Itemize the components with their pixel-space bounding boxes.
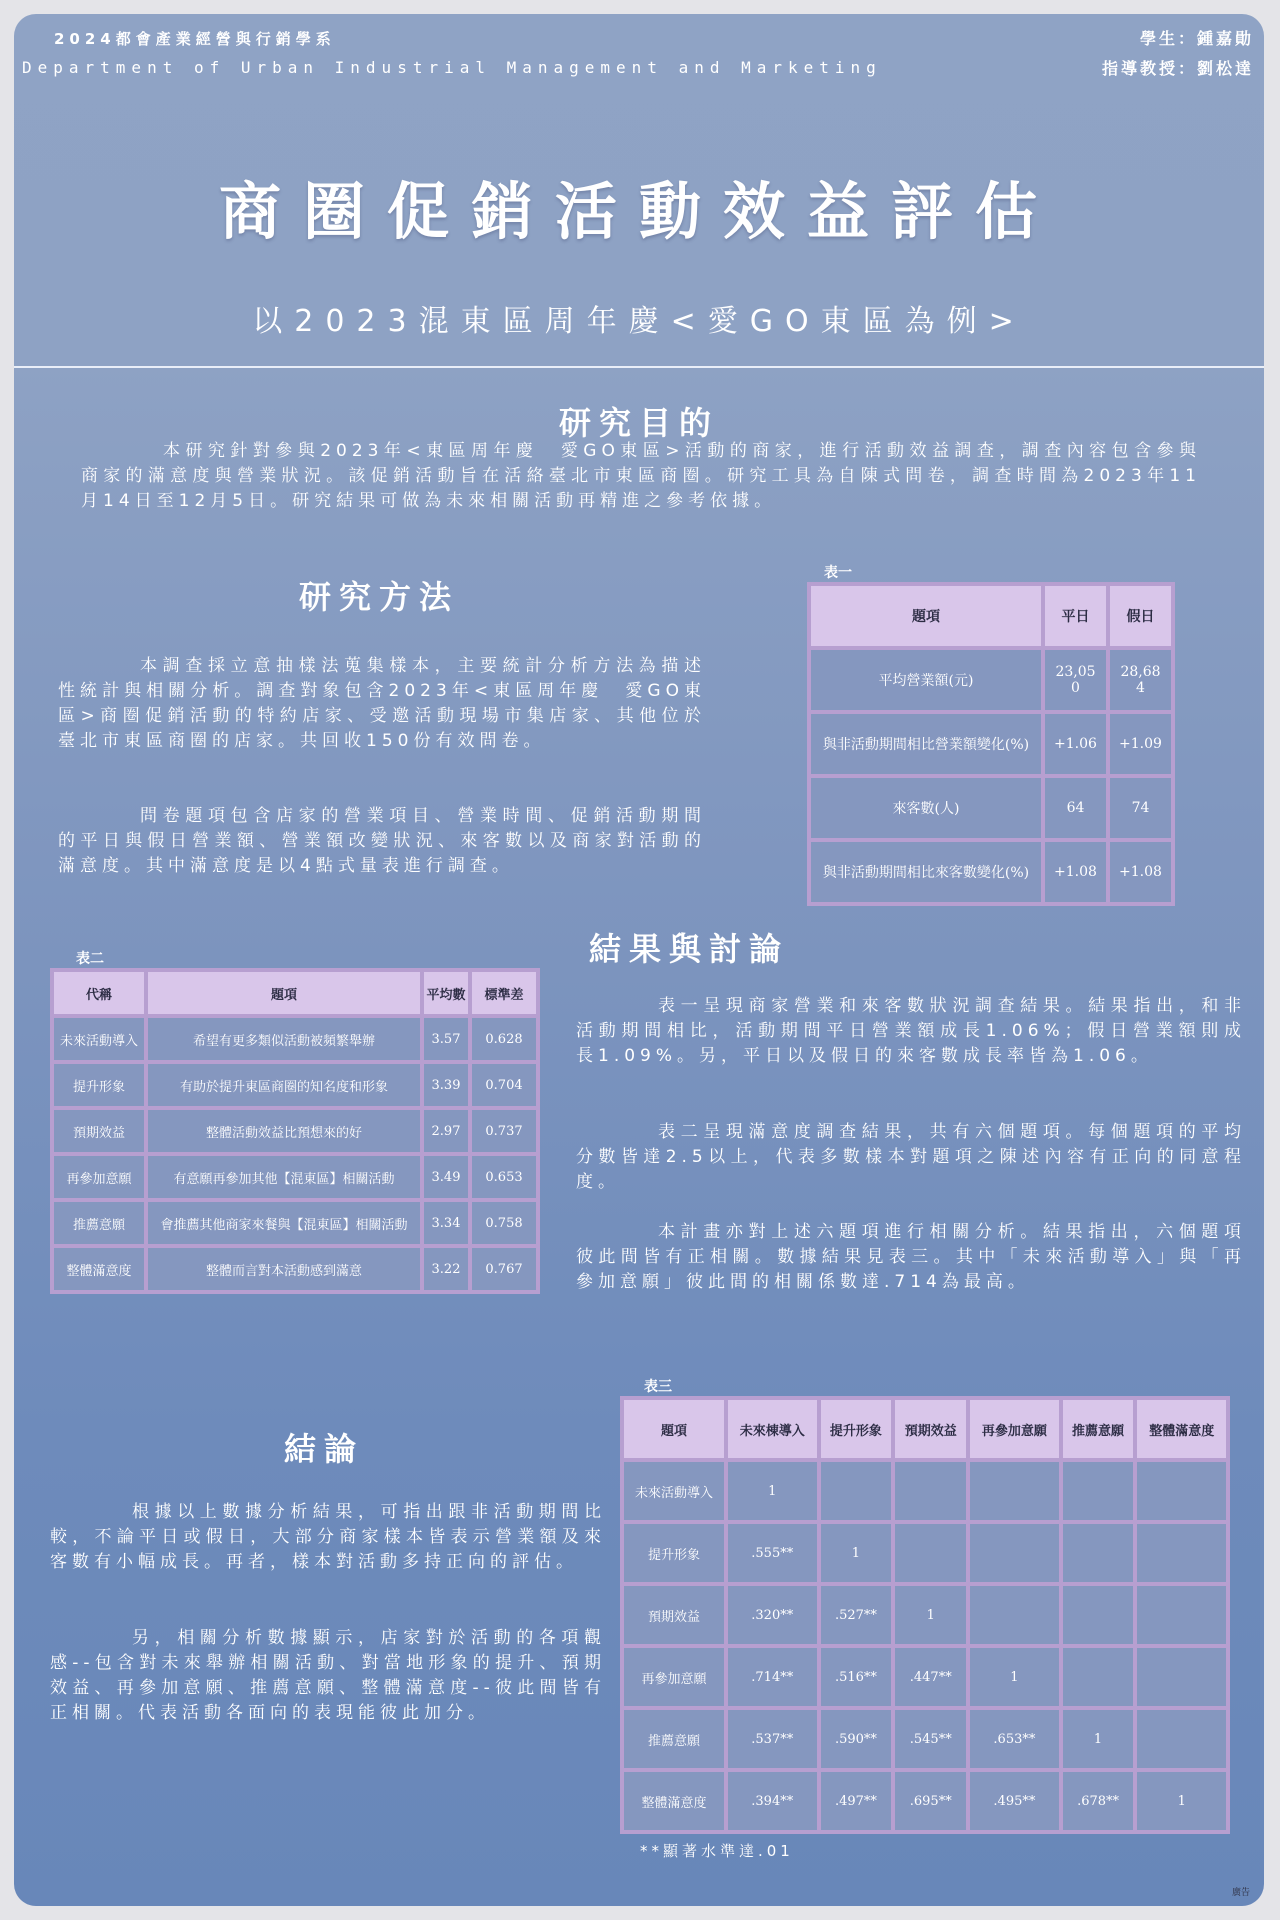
conclusion-paragraph-1: 根據以上數據分析結果，可指出跟非活動期間比較，不論平日或假日，大部分商家樣本皆表示營業額及來客數有小幅成長。再者，樣本對活動多持正向的評估。: [50, 1502, 606, 1572]
poster-title: 商圈促銷活動效益評估: [218, 175, 1059, 248]
poster-subtitle: 以2023混東區周年慶<愛GO東區為例>: [252, 304, 1026, 339]
table3: [620, 1396, 1230, 1834]
table-row: [624, 1648, 1226, 1706]
conclusion-paragraph-2: 另，相關分析數據顯示，店家對於活動的各項觀感--包含對未來舉辦相關活動、對當地形象的提升、預期效益、再參加意願、推薦意願、整體滿意度--彼此間皆有正相關。代表活動各面向的表現能彼此加分。: [50, 1628, 606, 1723]
table2-cell: 整體活動效益比預想來的好: [148, 1110, 420, 1152]
table3-cell: 1: [728, 1462, 817, 1520]
table3-cell: .516**: [821, 1648, 892, 1706]
table3-cell: [1137, 1648, 1226, 1706]
method-paragraph-1: 本調查採立意抽樣法蒐集樣本，主要統計分析方法為描述性統計與相關分析。調查對象包含2023年<東區周年慶 愛GO東區>商圈促銷活動的特約店家、受邀活動現場市集店家、其他位於臺北市東區商圈的店家。共回收150份有效問卷。: [58, 656, 706, 751]
table2-header: 平均數: [424, 972, 468, 1014]
table2-cell: 未來活動導入: [54, 1018, 144, 1060]
table3-cell: 未來活動導入: [624, 1462, 724, 1520]
table-row: [811, 714, 1171, 774]
table1-cell: +1.09: [1110, 714, 1171, 774]
conclusion-heading: 結論: [283, 1430, 364, 1468]
table1-header: 題項: [811, 586, 1041, 646]
table2-cell: 3.34: [424, 1202, 468, 1244]
table2-cell: 0.758: [472, 1202, 536, 1244]
table2-cell: 2.97: [424, 1110, 468, 1152]
table3-cell: 預期效益: [624, 1586, 724, 1644]
table-row: [54, 1156, 536, 1198]
table-row: [624, 1586, 1226, 1644]
table2-cell: 0.628: [472, 1018, 536, 1060]
table1-caption: 表一: [824, 565, 852, 581]
table-row: [54, 1110, 536, 1152]
table2-caption: 表二: [76, 951, 104, 967]
table3-cell: 1: [895, 1586, 966, 1644]
table3-cell: 整體滿意度: [624, 1772, 724, 1830]
table3-cell: [1063, 1524, 1134, 1582]
table-row: [624, 1772, 1226, 1830]
table3-cell: 1: [821, 1524, 892, 1582]
table1-cell: +1.08: [1045, 842, 1106, 902]
table3-header: 整體滿意度: [1137, 1400, 1226, 1458]
table2-cell: 再參加意願: [54, 1156, 144, 1198]
corner-mark: 廣告: [1231, 1888, 1250, 1898]
table2-cell: 有意願再參加其他【混東區】相關活動: [148, 1156, 420, 1198]
table3-cell: .545**: [895, 1710, 966, 1768]
significance-note: **顯著水準達.01: [640, 1842, 794, 1860]
table2-cell: 3.39: [424, 1064, 468, 1106]
table3-header: 題項: [624, 1400, 724, 1458]
results-heading: 結果與討論: [588, 930, 789, 968]
table-row: [54, 1064, 536, 1106]
table2-cell: 預期效益: [54, 1110, 144, 1152]
results-paragraph-2: 表二呈現滿意度調查結果，共有六個題項。每個題項的平均分數皆達2.5以上，代表多數樣本對題項之陳述內容有正向的同意程度。: [576, 1122, 1246, 1192]
poster: [14, 14, 1264, 1906]
table3-cell: .320**: [728, 1586, 817, 1644]
table2-header: 題項: [148, 972, 420, 1014]
table3-cell: .678**: [1063, 1772, 1134, 1830]
table2-cell: 3.22: [424, 1248, 468, 1290]
table3-caption: 表三: [644, 1379, 672, 1395]
table3-cell: [1063, 1462, 1134, 1520]
table3-cell: [1137, 1586, 1226, 1644]
table3-header: 推薦意願: [1063, 1400, 1134, 1458]
method-heading: 研究方法: [298, 578, 459, 616]
table2-cell: 提升形象: [54, 1064, 144, 1106]
table1-header: 平日: [1045, 586, 1106, 646]
table2-cell: 希望有更多類似活動被頻繁舉辦: [148, 1018, 420, 1060]
table3-cell: [970, 1462, 1059, 1520]
table3-cell: .394**: [728, 1772, 817, 1830]
table3-cell: .653**: [970, 1710, 1059, 1768]
method-paragraph-2: 問卷題項包含店家的營業項目、營業時間、促銷活動期間的平日與假日營業額、營業額改變狀況、來客數以及商家對活動的滿意度。其中滿意度是以4點式量表進行調查。: [58, 806, 706, 876]
table-row: [54, 1018, 536, 1060]
table2-cell: 0.653: [472, 1156, 536, 1198]
table3-header: 預期效益: [895, 1400, 966, 1458]
table1-cell: 與非活動期間相比來客數變化(%): [811, 842, 1041, 902]
table3-cell: 推薦意願: [624, 1710, 724, 1768]
table2-cell: 0.767: [472, 1248, 536, 1290]
table3-cell: [970, 1524, 1059, 1582]
table2-cell: 3.49: [424, 1156, 468, 1198]
table3-cell: [1063, 1586, 1134, 1644]
table1-cell: 平均營業額(元): [811, 650, 1041, 710]
results-paragraph-3: 本計畫亦對上述六題項進行相關分析。結果指出，六個題項彼此間皆有正相關。數據結果見表三。其中「未來活動導入」與「再參加意願」彼此間的相關係數達.714為最高。: [576, 1222, 1246, 1292]
table3-cell: [1137, 1710, 1226, 1768]
table3-cell: .555**: [728, 1524, 817, 1582]
table2-header: 標準差: [472, 972, 536, 1014]
student-name: 學生：鍾嘉勛: [1139, 29, 1254, 48]
table2-cell: 會推薦其他商家來餐與【混東區】相關活動: [148, 1202, 420, 1244]
table3-cell: [1137, 1462, 1226, 1520]
table3-cell: .527**: [821, 1586, 892, 1644]
table1-cell: 74: [1110, 778, 1171, 838]
table2: [50, 968, 540, 1294]
table-row: [811, 842, 1171, 902]
table2-cell: 0.737: [472, 1110, 536, 1152]
table3-cell: .495**: [970, 1772, 1059, 1830]
table3-cell: [895, 1524, 966, 1582]
table3-cell: .537**: [728, 1710, 817, 1768]
table-row: [54, 1202, 536, 1244]
table-row: [624, 1462, 1226, 1520]
table2-cell: 0.704: [472, 1064, 536, 1106]
purpose-text: 本研究針對參與2023年<東區周年慶 愛GO東區>活動的商家，進行活動效益調查，調查內容包含參與商家的滿意度與營業狀況。該促銷活動旨在活絡臺北市東區商圈。研究工具為自陳式問卷，調查時間為2023年11月14日至12月5日。研究結果可做為未來相關活動再精進之參考依據。: [81, 441, 1201, 511]
advisor-name: 指導教授：劉松達: [1101, 59, 1254, 78]
table1-cell: +1.06: [1045, 714, 1106, 774]
table3-cell: 1: [1137, 1772, 1226, 1830]
conference-label: 2024都會產業經營與行銷學系: [54, 30, 336, 48]
table3-header: 提升形象: [821, 1400, 892, 1458]
table2-cell: 有助於提升東區商圈的知名度和形象: [148, 1064, 420, 1106]
table3-cell: 再參加意願: [624, 1648, 724, 1706]
header-divider: [14, 366, 1264, 368]
table1-cell: 28,684: [1110, 650, 1171, 710]
table3-cell: [1063, 1648, 1134, 1706]
table3-cell: 1: [1063, 1710, 1134, 1768]
table3-cell: [1137, 1524, 1226, 1582]
table3-cell: .590**: [821, 1710, 892, 1768]
table1-cell: 64: [1045, 778, 1106, 838]
table-row: [811, 778, 1171, 838]
table3-cell: .695**: [895, 1772, 966, 1830]
results-paragraph-1: 表一呈現商家營業和來客數狀況調查結果。結果指出，和非活動期間相比，活動期間平日營業額成長1.06%；假日營業額則成長1.09%。另，平日以及假日的來客數成長率皆為1.06。: [576, 996, 1246, 1066]
table3-header: 再參加意願: [970, 1400, 1059, 1458]
table-row: [624, 1524, 1226, 1582]
table3-cell: .447**: [895, 1648, 966, 1706]
department-english: Department of Urban Industrial Management and Marketing: [22, 58, 882, 77]
table2-cell: 整體而言對本活動感到滿意: [148, 1248, 420, 1290]
table3-cell: 1: [970, 1648, 1059, 1706]
table-row: [811, 650, 1171, 710]
table1-cell: 23,050: [1045, 650, 1106, 710]
purpose-heading: 研究目的: [558, 404, 719, 442]
table2-header: 代稱: [54, 972, 144, 1014]
table-row: [624, 1710, 1226, 1768]
table1: [807, 582, 1175, 906]
table3-cell: [821, 1462, 892, 1520]
table1-header: 假日: [1110, 586, 1171, 646]
table3-header: 未來棟導入: [728, 1400, 817, 1458]
table2-cell: 3.57: [424, 1018, 468, 1060]
table2-cell: 推薦意願: [54, 1202, 144, 1244]
table1-cell: 來客數(人): [811, 778, 1041, 838]
table3-cell: .497**: [821, 1772, 892, 1830]
table1-cell: +1.08: [1110, 842, 1171, 902]
table-row: [54, 1248, 536, 1290]
table3-cell: 提升形象: [624, 1524, 724, 1582]
table3-cell: [970, 1586, 1059, 1644]
table1-cell: 與非活動期間相比營業額變化(%): [811, 714, 1041, 774]
table3-cell: [895, 1462, 966, 1520]
table2-cell: 整體滿意度: [54, 1248, 144, 1290]
table3-cell: .714**: [728, 1648, 817, 1706]
